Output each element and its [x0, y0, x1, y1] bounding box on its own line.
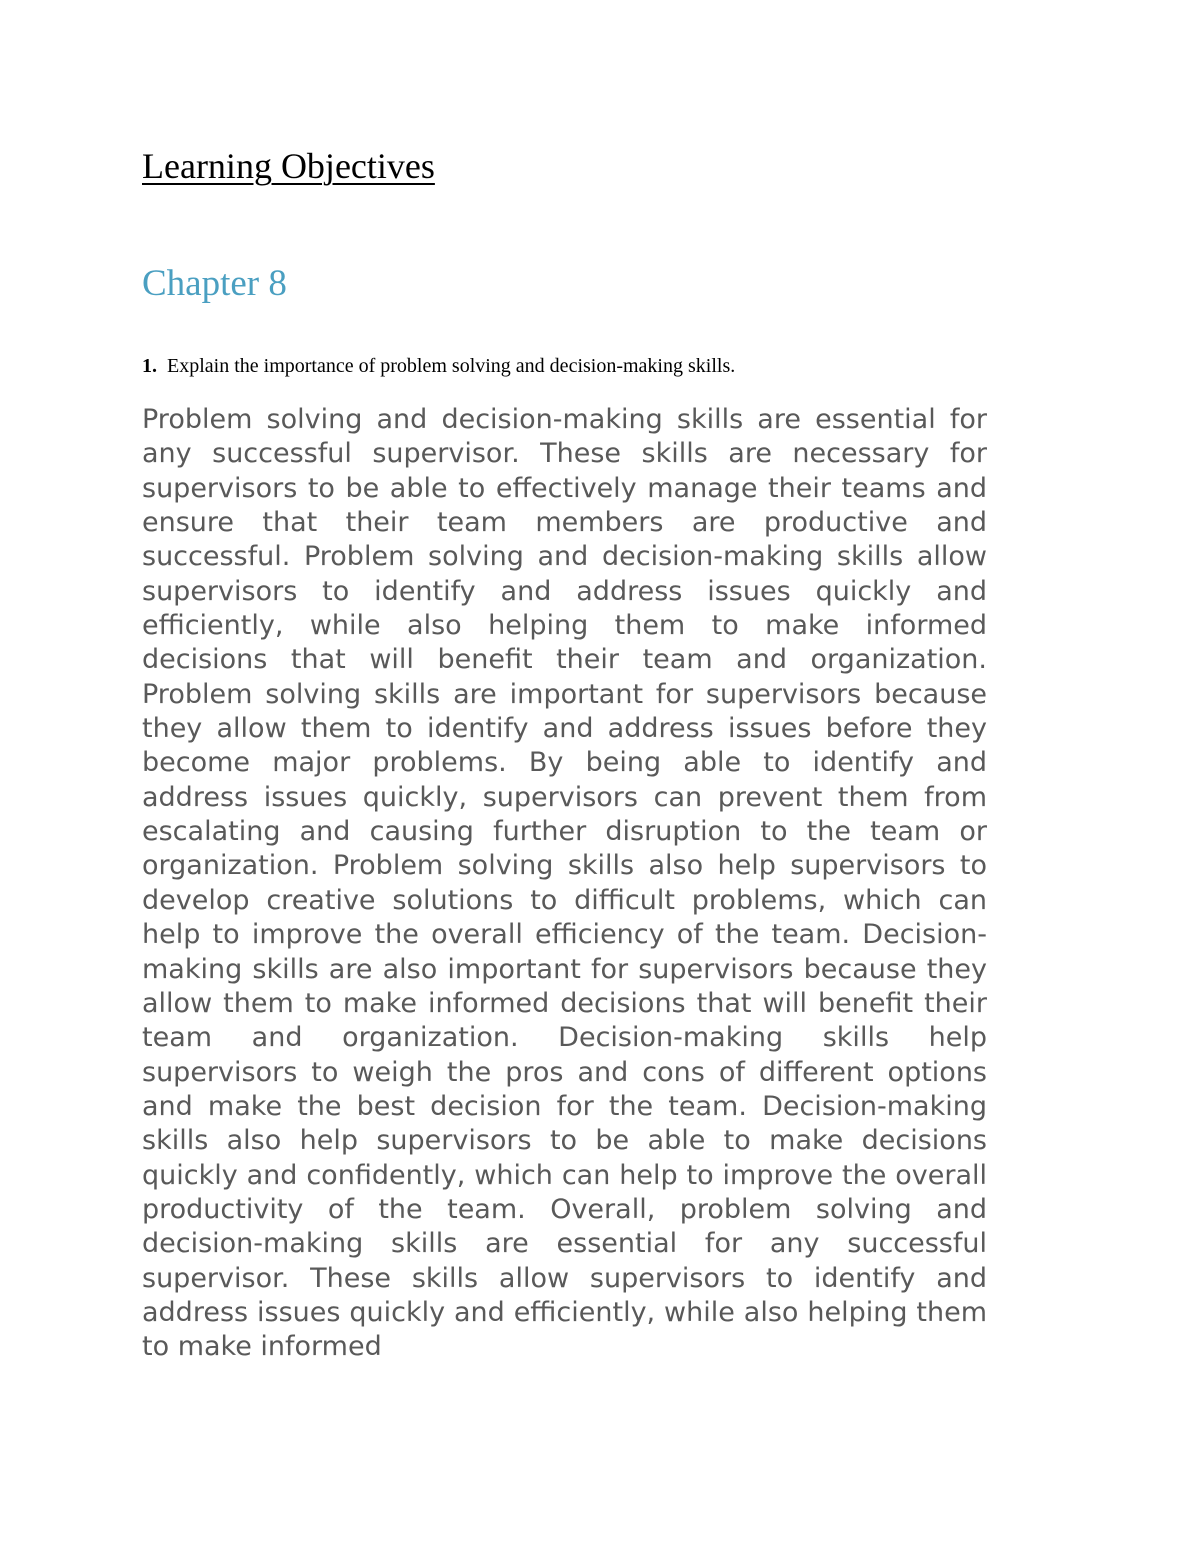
- objective-number: 1.: [142, 355, 157, 377]
- objective-text: Explain the importance of problem solving and decision-making skills.: [167, 355, 736, 377]
- objective-item: [142, 352, 735, 380]
- chapter-heading: Chapter 8: [142, 263, 287, 304]
- objective-answer-paragraph: Problem solving and decision-making skills are essential for any successful supervisor. These skills are necessary for supervisors to be able to effectively manage their teams and ensure that their team members are productive and successful. Problem solving and decision-making skills allow supervisors to identify and address issues quickly and efficiently, while also helping them to make informed decisions that will benefit their team and organization. Problem solving skills are important for supervisors because they allow them to identify and address issues before they become major problems. By being able to identify and address issues quickly, supervisors can prevent them from escalating and causing further disruption to the team or organization. Problem solving skills also help supervisors to develop creative solutions to difficult problems, which can help to improve the overall efficiency of the team. Decision-making skills are also important for supervisors because they allow them to make informed decisions that will benefit their team and organization. Decision-making skills help supervisors to weigh the pros and cons of different options and make the best decision for the team. Decision-making skills also help supervisors to be able to make decisions quickly and confidently, which can help to improve the overall productivity of the team. Overall, problem solving and decision-making skills are essential for any successful supervisor. These skills allow supervisors to identify and address issues quickly and efficiently, while also helping them to make informed: [142, 404, 987, 1363]
- document-title: Learning Objectives: [142, 146, 435, 186]
